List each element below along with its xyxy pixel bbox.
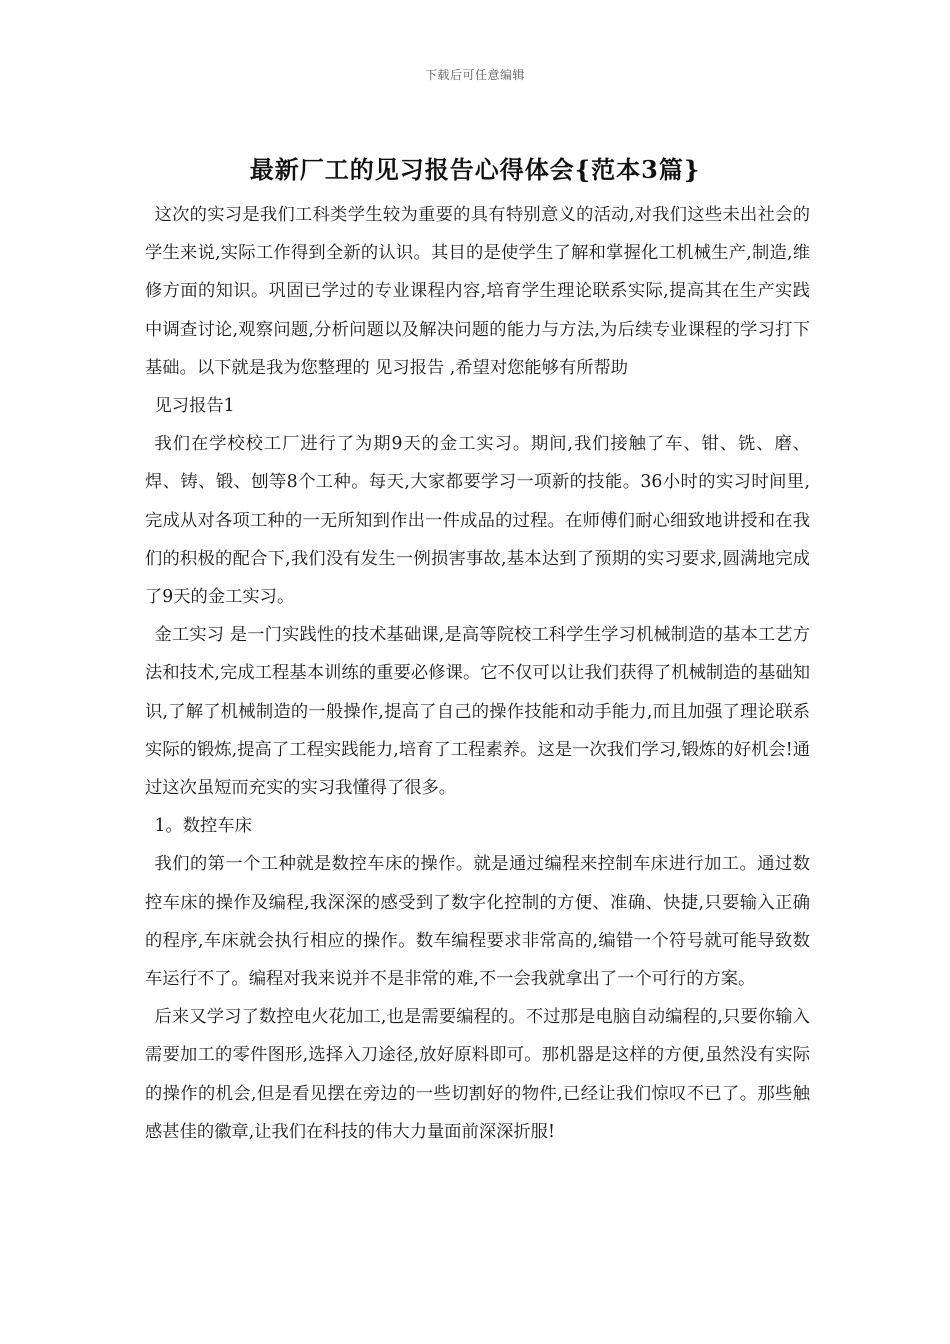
- section-heading-cnc-lathe: 1。数控车床: [154, 816, 252, 837]
- section-heading-report-1: 见习报告1: [154, 396, 235, 417]
- paragraph-metalwork-course: 金工实习 是一门实践性的技术基础课,是高等院校工科学生学习机械制造的基本工艺方法和技术,完成工程基本训练的重要必修课。它不仅可以让我们获得了机械制造的基础知识,了解了机械制造的一般操作,提高了自己的操作技能和动手能力,而且加强了理论联系实际的锻炼,提高了工程实践能力,培育了工程素养。这是一次我们学习,锻炼的好机会!通过这次虽短而充实的实习我懂得了很多。: [145, 625, 810, 799]
- document-body: [145, 196, 810, 1151]
- header-note: 下载后可任意编辑: [424, 68, 525, 82]
- document-title: 最新厂工的见习报告心得体会{范本3篇}: [249, 155, 701, 184]
- paragraph-edm: 后来又学习了数控电火花加工,也是需要编程的。不过那是电脑自动编程的,只要你输入需要加工的零件图形,选择入刀途径,放好原料即可。那机器是这样的方便,虽然没有实际的操作的机会,但是看见摆在旁边的一些切割好的物件,已经让我们惊叹不已了。那些触感甚佳的徽章,让我们在科技的伟大力量面前深深折服!: [145, 1007, 810, 1142]
- paragraph-internship-overview: 我们在学校校工厂进行了为期9天的金工实习。期间,我们接触了车、钳、铣、磨、焊、铸、锻、刨等8个工种。每天,大家都要学习一项新的技能。36小时的实习时间里,完成从对各项工种的一无所知到作出一件成品的过程。在师傅们耐心细致地讲授和在我们的积极的配合下,我们没有发生一例损害事故,基本达到了预期的实习要求,圆满地完成了9天的金工实习。: [145, 434, 810, 608]
- paragraph-intro: 这次的实习是我们工科类学生较为重要的具有特别意义的活动,对我们这些未出社会的学生来说,实际工作得到全新的认识。其目的是使学生了解和掌握化工机械生产,制造,维修方面的知识。巩固已学过的专业课程内容,培育学生理论联系实际,提高其在生产实践中调查讨论,观察问题,分析问题以及解决问题的能力与方法,为后续专业课程的学习打下基础。以下就是我为您整理的 见习报告 ,希望对您能够有所帮助: [145, 205, 810, 378]
- paragraph-cnc-lathe: 我们的第一个工种就是数控车床的操作。就是通过编程来控制车床进行加工。通过数控车床的操作及编程,我深深的感受到了数字化控制的方便、准确、快捷,只要输入正确的程序,车床就会执行相应的操作。数车编程要求非常高的,编错一个符号就可能导致数车运行不了。编程对我来说并不是非常的难,不一会我就拿出了一个可行的方案。: [145, 854, 810, 990]
